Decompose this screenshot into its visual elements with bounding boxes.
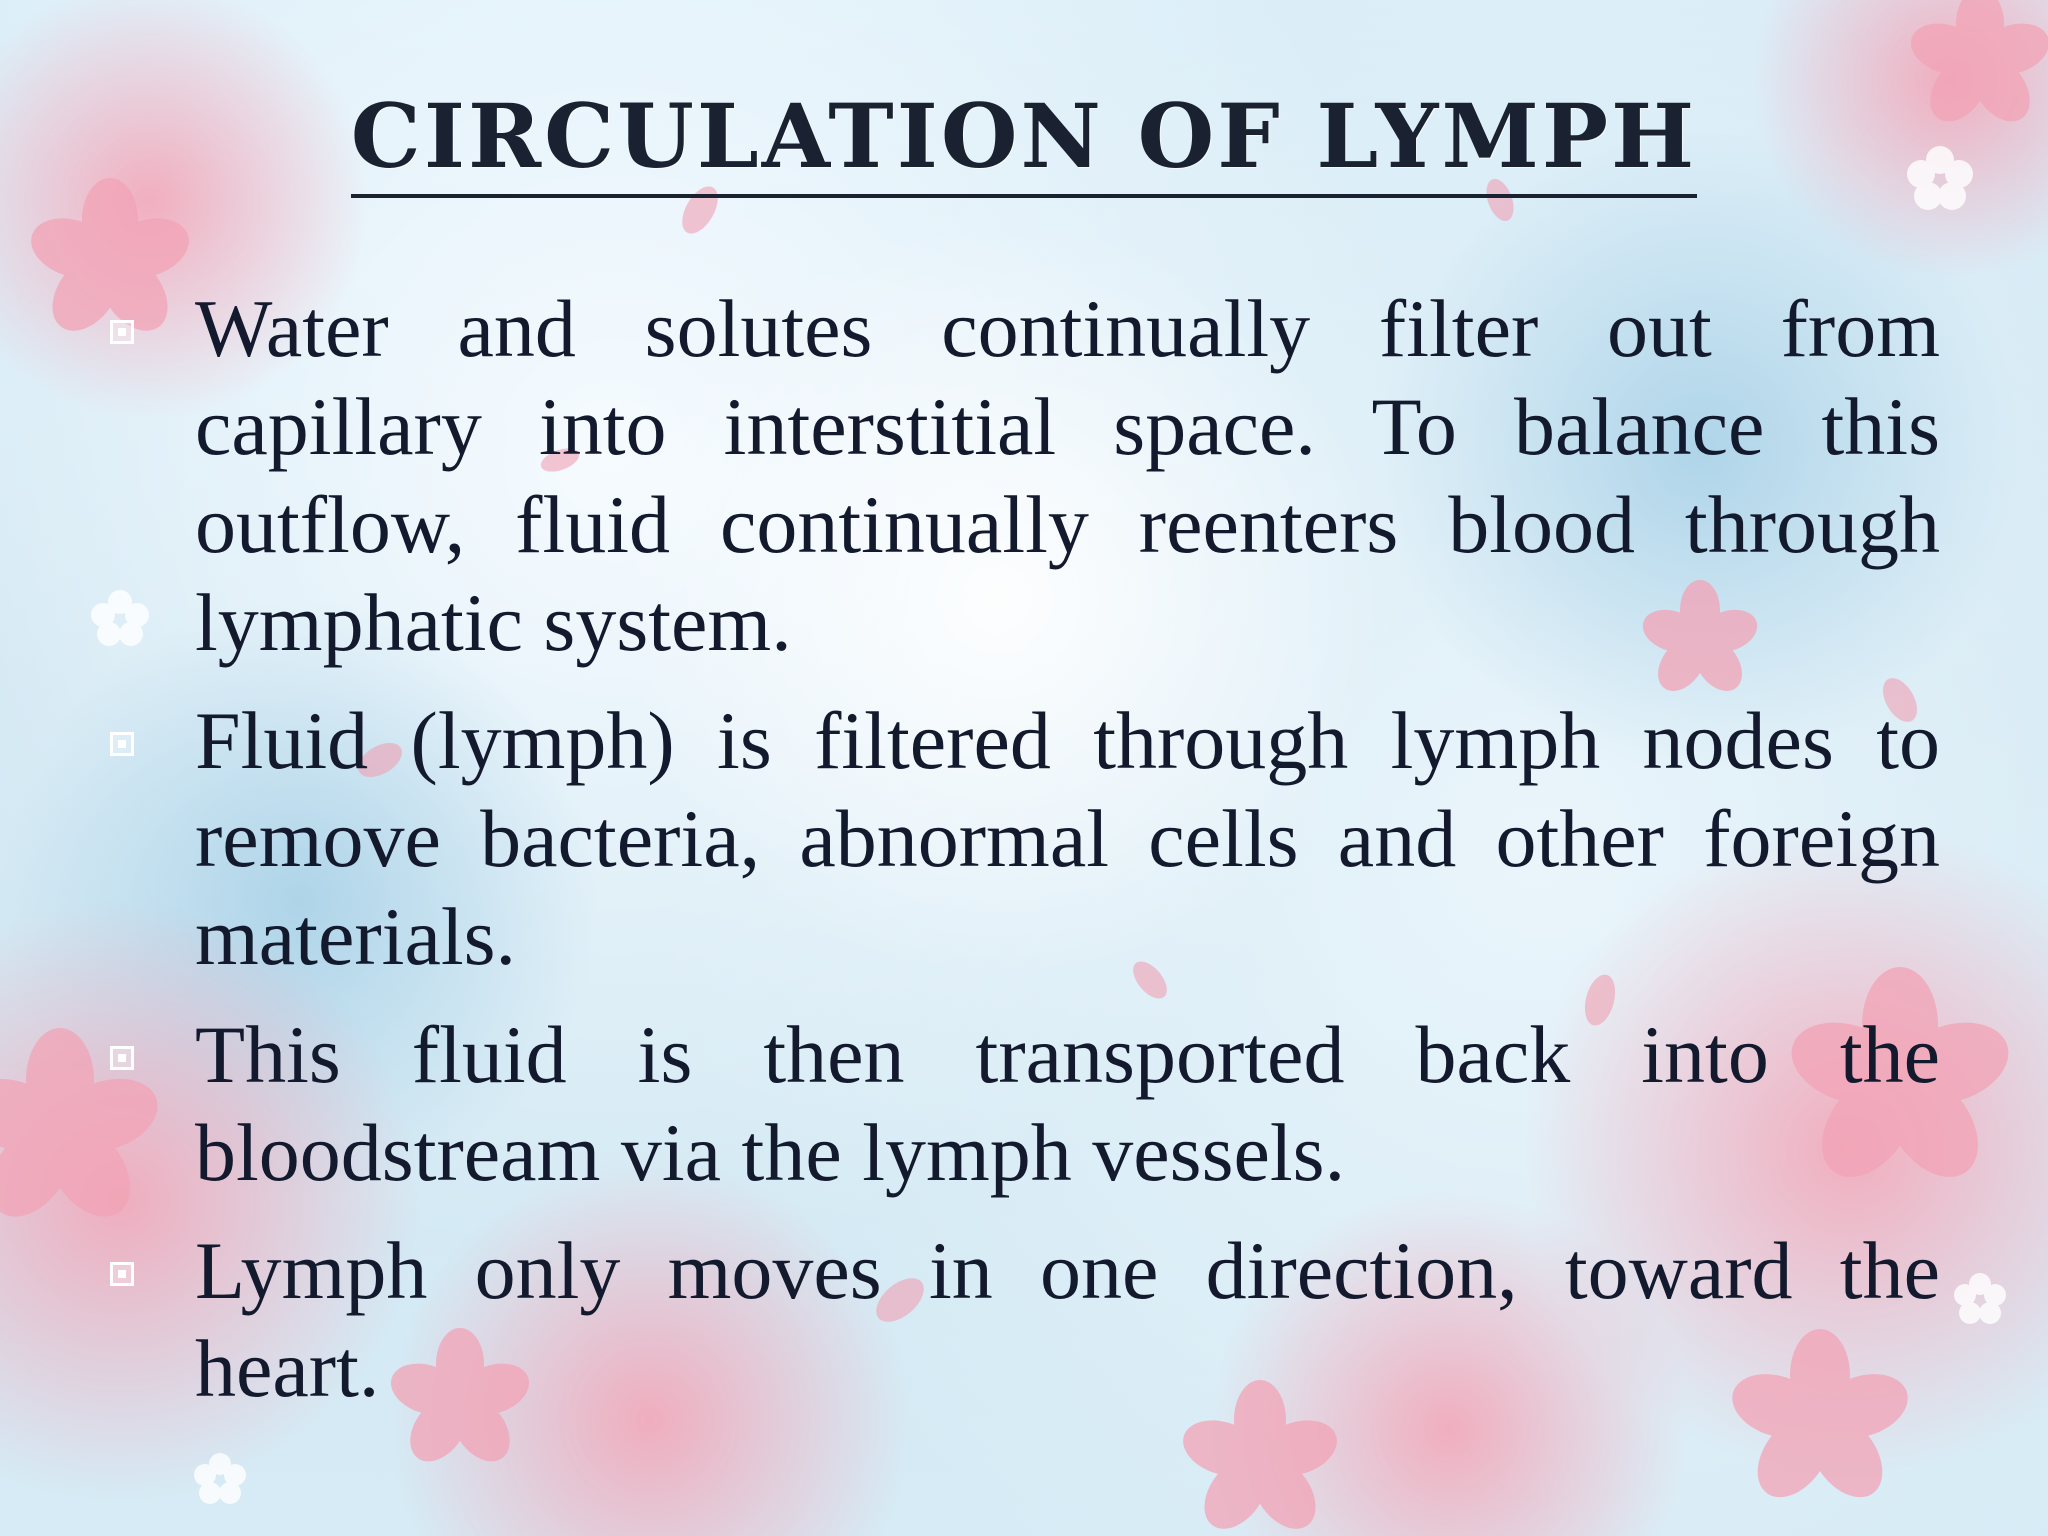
list-item xyxy=(110,1006,1940,1202)
bullet-text: Water and solutes continually filter out from capillary into interstitial space. To balance this outflow, fluid continually reenters blood through lymphatic system. xyxy=(195,283,1940,668)
title-text: CIRCULATION OF LYMPH xyxy=(351,92,1697,198)
page-title xyxy=(0,84,2048,198)
square-bullet-icon xyxy=(110,1046,134,1070)
list-item xyxy=(110,1222,1940,1418)
list-item xyxy=(110,280,1940,672)
bullet-text: This fluid is then transported back into the bloodstream via the lymph vessels. xyxy=(195,1009,1940,1198)
bullet-list xyxy=(110,280,1940,1438)
bullet-text: Fluid (lymph) is filtered through lymph nodes to remove bacteria, abnormal cells and other foreign materials. xyxy=(195,695,1940,982)
list-item xyxy=(110,692,1940,986)
square-bullet-icon xyxy=(110,1262,134,1286)
square-bullet-icon xyxy=(110,732,134,756)
square-bullet-icon xyxy=(110,320,134,344)
bullet-text: Lymph only moves in one direction, toward the heart. xyxy=(195,1225,1940,1414)
